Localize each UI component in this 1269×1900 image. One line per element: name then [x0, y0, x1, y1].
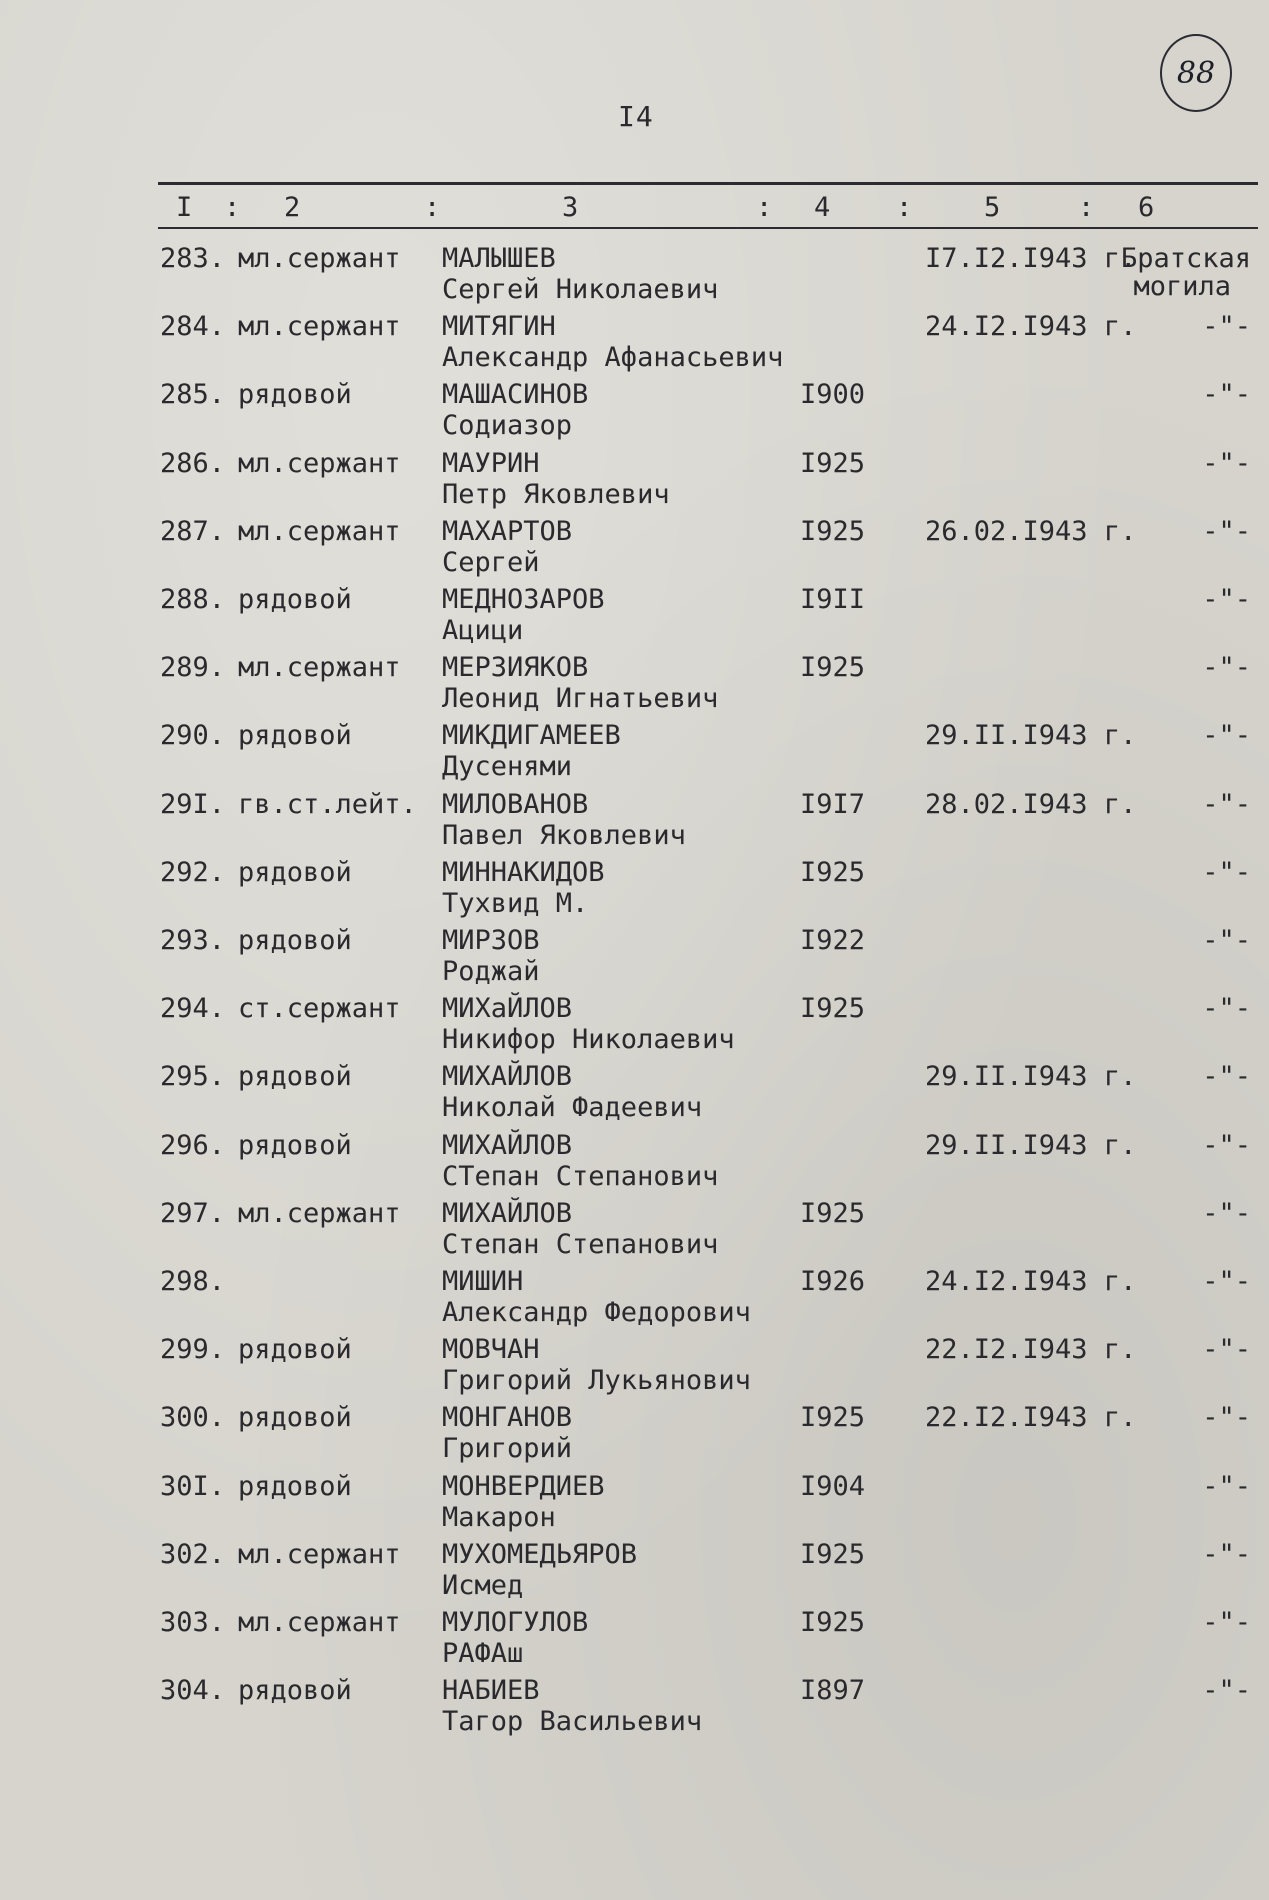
- record-number: 30I.: [160, 1470, 226, 1502]
- record-rank: рядовой: [238, 584, 352, 615]
- record-number: 299.: [160, 1334, 226, 1366]
- record-surname: МУЛОГУЛОВ: [442, 1607, 589, 1638]
- record-death-date: 29.II.I943 г.: [925, 1129, 1137, 1161]
- record-death-date: I7.I2.I943 г.: [925, 243, 1137, 274]
- table-row: [0, 789, 1269, 857]
- record-surname: МОВЧАН: [442, 1334, 540, 1366]
- column-header: 5: [984, 192, 1001, 223]
- record-given-name: Роджай: [442, 956, 540, 987]
- record-rank: мл.сержант: [238, 515, 401, 547]
- table-row: [0, 925, 1269, 993]
- record-number: 286.: [160, 447, 226, 479]
- record-number: 284.: [160, 311, 226, 343]
- record-number: 288.: [160, 584, 226, 615]
- record-given-name: Николай Фадеевич: [442, 1092, 703, 1124]
- record-birth-year: I925: [800, 652, 866, 684]
- record-surname: МИШИН: [442, 1266, 524, 1297]
- record-death-date: 26.02.I943 г.: [925, 515, 1137, 547]
- table-row: [0, 584, 1269, 652]
- record-surname: НАБИЕВ: [442, 1675, 540, 1707]
- header-bottom-rule: [158, 227, 1258, 229]
- record-surname: МАУРИН: [442, 447, 540, 479]
- record-birth-year: I925: [800, 447, 866, 479]
- table-row: [0, 1266, 1269, 1334]
- table-row: [0, 1539, 1269, 1607]
- record-number: 287.: [160, 515, 226, 547]
- record-burial-place: -"-: [1202, 1334, 1251, 1366]
- record-number: 297.: [160, 1197, 226, 1229]
- record-rank: мл.сержант: [238, 652, 401, 684]
- record-rank: рядовой: [238, 720, 352, 752]
- record-birth-year: I9II: [800, 584, 866, 615]
- record-given-name: Сергей: [442, 546, 540, 578]
- record-number: 293.: [160, 925, 226, 956]
- column-header: 2: [284, 192, 301, 223]
- record-burial-place: -"-: [1202, 311, 1251, 343]
- table-row: [0, 652, 1269, 720]
- archive-page-number: 88: [1176, 55, 1216, 91]
- table-row: [0, 857, 1269, 925]
- column-separator: :: [224, 192, 241, 223]
- record-rank: ст.сержант: [238, 993, 401, 1025]
- record-rank: мл.сержант: [238, 1607, 401, 1638]
- record-burial-place: -"-: [1202, 652, 1251, 684]
- record-burial-place: -"-: [1202, 1675, 1251, 1707]
- record-number: 29I.: [160, 788, 226, 820]
- record-given-name: Леонид Игнатьевич: [442, 683, 719, 715]
- record-given-name: Тухвид М.: [442, 887, 589, 919]
- record-rank: рядовой: [238, 1129, 352, 1161]
- record-birth-year: I926: [800, 1266, 866, 1297]
- table-row: [0, 448, 1269, 516]
- record-rank: мл.сержант: [238, 1197, 401, 1229]
- record-burial-place: -"-: [1202, 925, 1251, 956]
- record-number: 302.: [160, 1538, 226, 1570]
- record-given-name: Ацици: [442, 615, 524, 646]
- record-burial-place: -"-: [1202, 856, 1251, 888]
- record-birth-year: I9I7: [800, 788, 866, 820]
- column-header: I: [176, 192, 193, 223]
- table-row: [0, 1130, 1269, 1198]
- record-surname: МИТЯГИН: [442, 311, 556, 343]
- record-burial-place: -"-: [1202, 1607, 1251, 1638]
- record-given-name: Никифор Николаевич: [442, 1024, 735, 1056]
- record-rank: рядовой: [238, 1334, 352, 1366]
- record-surname: МИЛОВАНОВ: [442, 788, 589, 820]
- record-number: 290.: [160, 720, 226, 752]
- table-row: [0, 720, 1269, 788]
- table-row: [0, 311, 1269, 379]
- record-surname: МАЛЫШЕВ: [442, 243, 556, 274]
- record-birth-year: I925: [800, 1197, 866, 1229]
- record-burial-place: -"-: [1202, 1402, 1251, 1434]
- record-surname: МИХАЙЛОВ: [442, 1061, 573, 1093]
- record-rank: гв.ст.лейт.: [238, 788, 417, 820]
- record-burial-place: -"-: [1202, 788, 1251, 820]
- record-given-name: Тагор Васильевич: [442, 1706, 703, 1738]
- record-number: 283.: [160, 243, 226, 274]
- record-given-name: Дусенями: [442, 751, 573, 783]
- record-number: 292.: [160, 856, 226, 888]
- record-given-name: РАФАш: [442, 1638, 524, 1669]
- record-number: 298.: [160, 1266, 226, 1297]
- record-surname: МЕРЗИЯКОВ: [442, 652, 589, 684]
- record-rank: рядовой: [238, 1470, 352, 1502]
- record-burial-place: -"-: [1202, 1470, 1251, 1502]
- record-surname: МЕДНОЗАРОВ: [442, 584, 605, 615]
- record-rank: мл.сержант: [238, 243, 401, 274]
- record-given-name: Исмед: [442, 1569, 524, 1601]
- record-burial-place: -"-: [1202, 515, 1251, 547]
- record-birth-year: I925: [800, 1538, 866, 1570]
- record-death-date: 24.I2.I943 г.: [925, 311, 1137, 343]
- record-given-name: Александр Афанасьевич: [442, 342, 784, 374]
- record-rank: рядовой: [238, 925, 352, 956]
- table-row: [0, 1675, 1269, 1743]
- column-header: 4: [814, 192, 831, 223]
- record-number: 295.: [160, 1061, 226, 1093]
- header-top-rule: [158, 182, 1258, 185]
- record-rank: мл.сержант: [238, 311, 401, 343]
- record-burial-place: -"-: [1202, 379, 1251, 411]
- record-rank: рядовой: [238, 379, 352, 411]
- table-row: [0, 516, 1269, 584]
- record-burial-place-cont: могила: [1133, 271, 1231, 302]
- record-surname: МИХАЙЛОВ: [442, 1129, 573, 1161]
- record-surname: МИРЗОВ: [442, 925, 540, 956]
- record-number: 300.: [160, 1402, 226, 1434]
- record-surname: МАШАСИНОВ: [442, 379, 589, 411]
- record-number: 303.: [160, 1607, 226, 1638]
- column-header: 6: [1138, 192, 1155, 223]
- record-given-name: Степан Степанович: [442, 1228, 719, 1260]
- record-surname: МИХаЙЛОВ: [442, 993, 573, 1025]
- record-burial-place: -"-: [1202, 1197, 1251, 1229]
- record-rank: рядовой: [238, 1061, 352, 1093]
- record-surname: МИХАЙЛОВ: [442, 1197, 573, 1229]
- column-header: 3: [562, 192, 579, 223]
- record-given-name: Сергей Николаевич: [442, 274, 719, 305]
- record-given-name: Григорий Лукьянович: [442, 1365, 751, 1397]
- record-surname: МИКДИГАМЕЕВ: [442, 720, 621, 752]
- record-burial-place: -"-: [1202, 1266, 1251, 1297]
- record-number: 294.: [160, 993, 226, 1025]
- record-death-date: 29.II.I943 г.: [925, 1061, 1137, 1093]
- record-birth-year: I925: [800, 515, 866, 547]
- record-birth-year: I925: [800, 993, 866, 1025]
- record-birth-year: I900: [800, 379, 866, 411]
- record-surname: МУХОМЕДЬЯРОВ: [442, 1538, 638, 1570]
- column-separator: :: [424, 192, 441, 223]
- record-number: 285.: [160, 379, 226, 411]
- archive-page-stamp: [1160, 34, 1232, 112]
- table-row: [0, 993, 1269, 1061]
- record-death-date: 22.I2.I943 г.: [925, 1334, 1137, 1366]
- record-given-name: Григорий: [442, 1433, 573, 1465]
- record-burial-place: -"-: [1202, 993, 1251, 1025]
- record-given-name: СТепан Степанович: [442, 1160, 719, 1192]
- record-number: 304.: [160, 1675, 226, 1707]
- table-row: [0, 243, 1269, 311]
- record-surname: МИННАКИДОВ: [442, 856, 605, 888]
- record-birth-year: I904: [800, 1470, 866, 1502]
- record-given-name: Макарон: [442, 1501, 556, 1533]
- column-separator: :: [1078, 192, 1095, 223]
- record-surname: МОНВЕРДИЕВ: [442, 1470, 605, 1502]
- table-row: [0, 1061, 1269, 1129]
- record-rank: рядовой: [238, 1402, 352, 1434]
- record-death-date: 29.II.I943 г.: [925, 720, 1137, 752]
- record-surname: МОНГАНОВ: [442, 1402, 573, 1434]
- table-header: [158, 192, 1258, 226]
- column-separator: :: [896, 192, 913, 223]
- table-row: [0, 1198, 1269, 1266]
- record-burial-place: -"-: [1202, 720, 1251, 752]
- record-death-date: 22.I2.I943 г.: [925, 1402, 1137, 1434]
- record-given-name: Петр Яковлевич: [442, 478, 670, 510]
- record-birth-year: I925: [800, 856, 866, 888]
- record-rank: мл.сержант: [238, 447, 401, 479]
- record-given-name: Содиазор: [442, 410, 573, 442]
- record-number: 296.: [160, 1129, 226, 1161]
- table-row: [0, 1471, 1269, 1539]
- record-burial-place: -"-: [1202, 447, 1251, 479]
- record-given-name: Павел Яковлевич: [442, 819, 686, 851]
- record-birth-year: I897: [800, 1675, 866, 1707]
- record-burial-place: -"-: [1202, 584, 1251, 615]
- record-number: 289.: [160, 652, 226, 684]
- table-row: [0, 1402, 1269, 1470]
- table-row: [0, 379, 1269, 447]
- page-number: I4: [618, 100, 654, 133]
- record-birth-year: I922: [800, 925, 866, 956]
- record-burial-place: Братская: [1120, 243, 1251, 274]
- record-death-date: 24.I2.I943 г.: [925, 1266, 1137, 1297]
- record-birth-year: I925: [800, 1402, 866, 1434]
- column-separator: :: [756, 192, 773, 223]
- record-rank: мл.сержант: [238, 1538, 401, 1570]
- record-burial-place: -"-: [1202, 1129, 1251, 1161]
- record-given-name: Александр Федорович: [442, 1297, 751, 1328]
- record-death-date: 28.02.I943 г.: [925, 788, 1137, 820]
- record-birth-year: I925: [800, 1607, 866, 1638]
- record-rank: рядовой: [238, 856, 352, 888]
- table-row: [0, 1334, 1269, 1402]
- record-rank: рядовой: [238, 1675, 352, 1707]
- record-burial-place: -"-: [1202, 1538, 1251, 1570]
- table-row: [0, 1607, 1269, 1675]
- record-surname: МАХАРТОВ: [442, 515, 573, 547]
- record-burial-place: -"-: [1202, 1061, 1251, 1093]
